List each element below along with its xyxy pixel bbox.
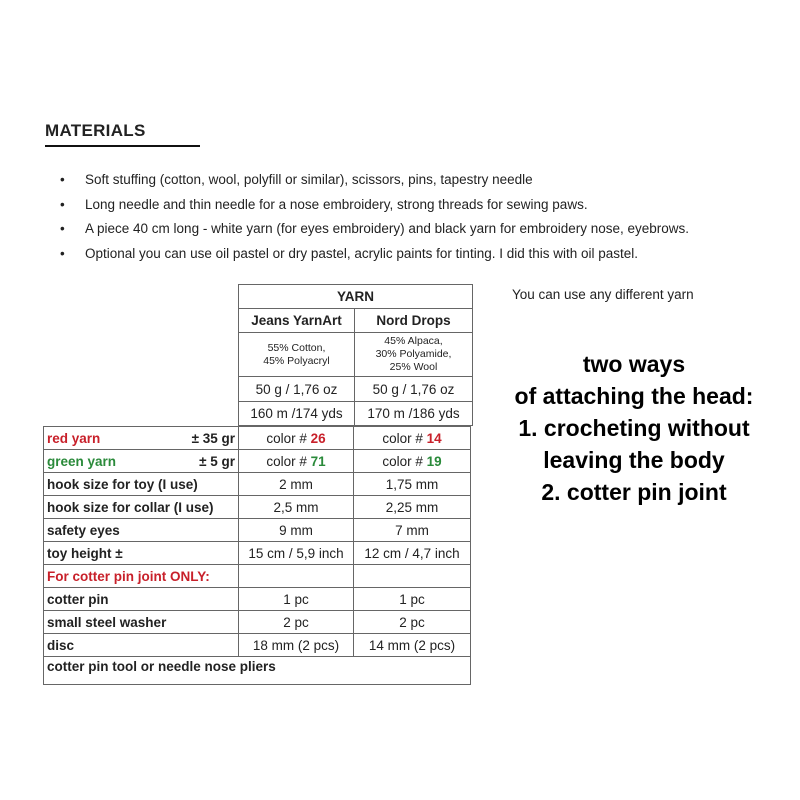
note-line: of attaching the head: — [514, 383, 754, 409]
table-row — [44, 634, 471, 657]
table-cell: 2 mm — [239, 473, 354, 496]
row-quantity: ± 5 gr — [199, 453, 235, 469]
yarn-header-table — [238, 284, 473, 426]
table-row — [44, 427, 471, 450]
table-cell: 15 cm / 5,9 inch — [239, 542, 354, 565]
list-item-text: A piece 40 cm long - white yarn (for eyes embroidery) and black yarn for embroidery nose, eyebrows. — [85, 221, 690, 236]
composition-jeans: 55% Cotton, 45% Polyacryl — [239, 333, 355, 377]
table-cell: color # 71 — [239, 450, 354, 473]
table-row — [44, 450, 471, 473]
row-label: red yarn ± 35 gr — [44, 427, 239, 450]
materials-table — [43, 426, 471, 685]
bullet-icon: • — [60, 196, 65, 212]
table-row — [44, 611, 471, 634]
bullet-icon: • — [60, 245, 65, 261]
row-quantity: ± 35 gr — [191, 430, 235, 446]
table-cell: 14 mm (2 pcs) — [354, 634, 471, 657]
list-item-text: Long needle and thin needle for a nose embroidery, strong threads for sewing paws. — [85, 196, 588, 212]
row-label: safety eyes — [44, 519, 239, 542]
note-line: 2. cotter pin joint — [541, 479, 727, 505]
table-cell: color # 26 — [239, 427, 354, 450]
table-row — [44, 496, 471, 519]
weight-jeans: 50 g / 1,76 oz — [239, 377, 355, 402]
bullet-icon: • — [60, 221, 65, 236]
list-item — [58, 242, 689, 267]
row-label: cotter pin — [44, 588, 239, 611]
row-label: hook size for toy (I use) — [44, 473, 239, 496]
attach-head-note — [488, 348, 780, 508]
row-label: disc — [44, 634, 239, 657]
row-label: cotter pin tool or needle nose pliers — [44, 657, 471, 685]
column-header-jeans-yarnart: Jeans YarnArt — [239, 309, 355, 333]
table-cell: 12 cm / 4,7 inch — [354, 542, 471, 565]
table-cell: 2,5 mm — [239, 496, 354, 519]
table-cell: 9 mm — [239, 519, 354, 542]
composition-nord: 45% Alpaca, 30% Polyamide, 25% Wool — [355, 333, 473, 377]
table-cell: color # 14 — [354, 427, 471, 450]
list-item-text: Optional you can use oil pastel or dry pastel, acrylic paints for tinting. I did this with oil pastel. — [85, 245, 639, 261]
length-nord: 170 m /186 yds — [355, 402, 473, 426]
row-label: green yarn ± 5 gr — [44, 450, 239, 473]
side-note: You can use any different yarn — [512, 287, 694, 302]
list-item — [58, 168, 689, 193]
table-cell: 2,25 mm — [354, 496, 471, 519]
note-line: 1. crocheting without — [518, 415, 750, 441]
row-label: hook size for collar (I use) — [44, 496, 239, 519]
table-cell: 2 pc — [354, 611, 471, 634]
materials-list — [58, 168, 689, 266]
table-row — [44, 519, 471, 542]
yarn-header: YARN — [239, 285, 473, 309]
list-item — [58, 193, 689, 218]
table-row — [44, 565, 471, 588]
table-cell: 1,75 mm — [354, 473, 471, 496]
materials-heading: MATERIALS — [45, 121, 146, 140]
table-row — [44, 542, 471, 565]
table-cell: color # 19 — [354, 450, 471, 473]
table-cell: 2 pc — [239, 611, 354, 634]
table-cell — [354, 565, 471, 588]
weight-nord: 50 g / 1,76 oz — [355, 377, 473, 402]
table-cell: 18 mm (2 pcs) — [239, 634, 354, 657]
row-label: toy height ± — [44, 542, 239, 565]
table-row — [44, 473, 471, 496]
table-row — [44, 657, 471, 685]
table-cell: 1 pc — [239, 588, 354, 611]
column-header-nord-drops: Nord Drops — [355, 309, 473, 333]
table-cell: 7 mm — [354, 519, 471, 542]
note-line: leaving the body — [543, 447, 725, 473]
table-cell — [239, 565, 354, 588]
heading-underline — [45, 145, 200, 147]
list-item-text: Soft stuffing (cotton, wool, polyfill or similar), scissors, pins, tapestry needle — [85, 172, 533, 187]
table-row — [44, 588, 471, 611]
note-line: two ways — [582, 351, 686, 377]
table-cell: 1 pc — [354, 588, 471, 611]
bullet-icon: • — [60, 172, 65, 187]
row-label: For cotter pin joint ONLY: — [44, 565, 239, 588]
length-jeans: 160 m /174 yds — [239, 402, 355, 426]
row-label: small steel washer — [44, 611, 239, 634]
list-item — [58, 217, 689, 242]
